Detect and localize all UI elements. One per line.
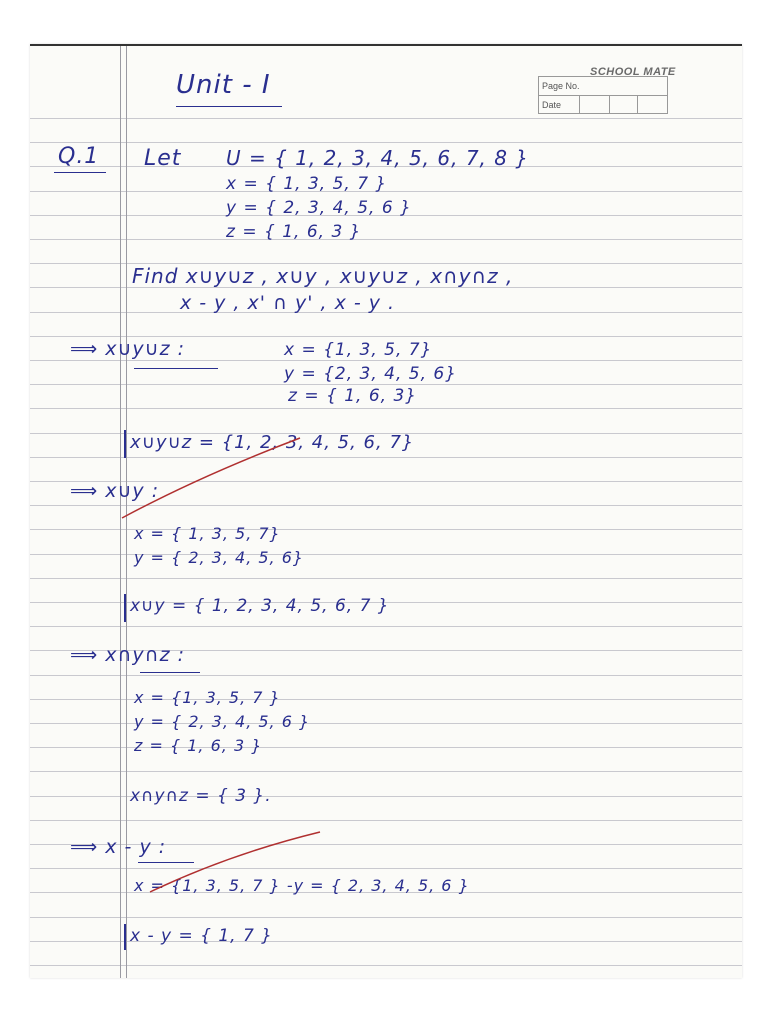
answer-4-given: x = {1, 3, 5, 7 } -y = { 2, 3, 4, 5, 6 } [134,876,470,895]
question-intro: Let [144,146,182,171]
notebook-brand: SCHOOL MATE [590,66,676,78]
answer-3-heading: ⟹ x∩y∩z : [70,644,185,666]
page-title: Unit - I [176,70,271,100]
set-z-line: z = { 1, 6, 3 } [226,222,362,242]
answer-1-given-z: z = { 1, 6, 3} [288,386,418,406]
answer-2-given-x: x = { 1, 3, 5, 7} [134,524,281,543]
answer-3-given-y: y = { 2, 3, 4, 5, 6 } [134,712,311,731]
page-no-label: Page No. [542,81,580,91]
answer-4-heading: ⟹ x - y : [70,836,167,858]
answer-2-given-y: y = { 2, 3, 4, 5, 6} [134,548,305,567]
answer-3-given-z: z = { 1, 6, 3 } [134,736,263,755]
find-line-2: x - y , x' ∩ y' , x - y . [180,292,396,314]
answer-1-given-y: y = {2, 3, 4, 5, 6} [284,364,458,384]
set-y-line: y = { 2, 3, 4, 5, 6 } [226,198,412,218]
set-u-line: U = { 1, 2, 3, 4, 5, 6, 7, 8 } [226,146,530,170]
answer-3-result: x∩y∩z = { 3 }. [130,786,272,806]
answer-1-result: x∪y∪z = {1, 2, 3, 4, 5, 6, 7} [130,432,415,453]
answer-3-given-x: x = {1, 3, 5, 7 } [134,688,281,707]
notebook-sheet [30,44,742,978]
question-label: Q.1 [58,144,100,169]
answer-1-given-x: x = {1, 3, 5, 7} [284,340,433,360]
answer-4-result: x - y = { 1, 7 } [130,926,273,946]
answer-2-heading: ⟹ x∪y : [70,480,160,502]
set-x-line: x = { 1, 3, 5, 7 } [226,174,388,194]
answer-2-result: x∪y = { 1, 2, 3, 4, 5, 6, 7 } [130,596,390,616]
find-line-1: Find x∪y∪z , x∪y , x∪y∪z , x∩y∩z , [132,264,514,288]
check-mark-stroke [150,832,320,892]
teacher-check-marks [30,46,742,978]
check-mark-stroke [122,438,300,518]
answer-1-heading: ⟹ x∪y∪z : [70,338,185,360]
date-label: Date [542,100,562,110]
